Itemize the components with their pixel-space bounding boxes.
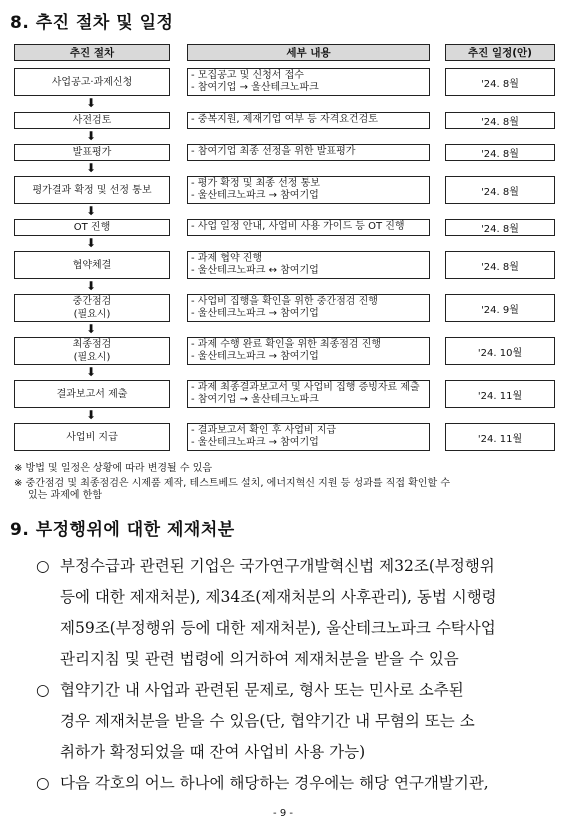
procedure-date-label: '24. 8월 xyxy=(481,186,519,198)
circle-bullet-icon: ○ xyxy=(36,557,50,575)
procedure-details xyxy=(187,423,430,451)
procedure-details xyxy=(187,176,430,204)
procedure-date xyxy=(445,219,555,236)
paragraph-line: 부정수급과 관련된 기업은 국가연구개발혁신법 제32조(부정행위 xyxy=(60,557,495,575)
procedure-details xyxy=(187,251,430,279)
procedure-step-label: 평가결과 확정 및 선정 통보 xyxy=(32,184,152,196)
procedure-date-label: '24. 8월 xyxy=(481,78,519,90)
header-procedure: 추진 절차 xyxy=(14,44,170,61)
procedure-detail-line: - 사업비 집행을 확인을 위한 중간점검 진행 xyxy=(191,295,378,307)
procedure-step-label: OT 진행 xyxy=(73,222,111,233)
circle-bullet-icon: ○ xyxy=(36,774,50,792)
down-arrow-icon: ⬇ xyxy=(86,279,97,293)
procedure-detail-line: - 과제 최종결과보고서 및 사업비 집행 증빙자료 제출 xyxy=(191,381,420,393)
note-line: ※ 중간점검 및 최종점검은 시제품 제작, 테스트베드 설치, 에너지혁신 지원 등 성과를 직접 확인할 수 xyxy=(14,478,450,489)
paragraph-line: 등에 대한 제재처분), 제34조(제재처분의 사후관리), 동법 시행령 xyxy=(60,588,497,606)
procedure-step xyxy=(14,68,170,96)
procedure-details xyxy=(187,380,430,408)
procedure-detail-line: - 울산테크노파크 → 참여기업 xyxy=(191,308,319,319)
section-8-title: 8. 추진 절차 및 일정 xyxy=(10,13,174,33)
procedure-step-label: 사전검토 xyxy=(72,115,112,126)
procedure-step xyxy=(14,294,170,322)
procedure-detail-line: - 울산테크노파크 → 참여기업 xyxy=(191,351,319,362)
procedure-step-label: 최종점검 xyxy=(72,339,112,350)
procedure-details xyxy=(187,294,430,322)
procedure-step-label: 협약체결 xyxy=(72,259,112,271)
circle-bullet-icon: ○ xyxy=(36,681,50,699)
down-arrow-icon: ⬇ xyxy=(86,236,97,250)
procedure-date xyxy=(445,144,555,161)
procedure-step-label: 중간점검 xyxy=(72,296,112,307)
procedure-step-label: 발표평가 xyxy=(72,147,112,158)
procedure-step xyxy=(14,337,170,365)
procedure-step-label: 사업비 지급 xyxy=(66,431,118,443)
procedure-detail-line: - 참여기업 → 울산테크노파크 xyxy=(191,394,319,405)
note-line: 있는 과제에 한함 xyxy=(28,490,102,501)
procedure-step-label: 결과보고서 제출 xyxy=(56,388,128,400)
procedure-date xyxy=(445,251,555,279)
down-arrow-icon: ⬇ xyxy=(86,365,97,379)
procedure-step-label: (필요시) xyxy=(73,352,111,363)
down-arrow-icon: ⬇ xyxy=(86,408,97,422)
procedure-detail-line: - 결과보고서 확인 후 사업비 지급 xyxy=(191,424,337,436)
procedure-date-label: '24. 8월 xyxy=(481,224,519,235)
procedure-date-label: '24. 11월 xyxy=(477,433,523,445)
note-line: ※ 방법 및 일정은 상황에 따라 변경될 수 있음 xyxy=(14,463,213,474)
procedure-details xyxy=(187,144,430,161)
procedure-details xyxy=(187,112,430,129)
procedure-date-label: '24. 10월 xyxy=(477,347,523,359)
procedure-date-label: '24. 11월 xyxy=(477,390,523,402)
down-arrow-icon: ⬇ xyxy=(86,322,97,336)
down-arrow-icon: ⬇ xyxy=(86,129,97,143)
procedure-date-label: '24. 8월 xyxy=(481,149,519,160)
down-arrow-icon: ⬇ xyxy=(86,96,97,110)
header-details: 세부 내용 xyxy=(187,44,430,61)
procedure-detail-line: - 참여기업 최종 선정을 위한 발표평가 xyxy=(191,146,356,158)
procedure-date xyxy=(445,337,555,365)
procedure-date-label: '24. 8월 xyxy=(481,117,519,128)
procedure-details xyxy=(187,68,430,96)
procedure-date-label: '24. 9월 xyxy=(481,304,519,316)
procedure-date xyxy=(445,176,555,204)
procedure-date xyxy=(445,112,555,129)
paragraph-line: 협약기간 내 사업과 관련된 문제로, 형사 또는 민사로 소추된 xyxy=(60,681,464,699)
procedure-details xyxy=(187,337,430,365)
procedure-date xyxy=(445,380,555,408)
procedure-details xyxy=(187,219,430,236)
procedure-step xyxy=(14,144,170,161)
down-arrow-icon: ⬇ xyxy=(86,204,97,218)
procedure-step xyxy=(14,112,170,129)
procedure-detail-line: - 울산테크노파크 → 참여기업 xyxy=(191,190,319,201)
procedure-step xyxy=(14,380,170,408)
down-arrow-icon: ⬇ xyxy=(86,161,97,175)
procedure-detail-line: - 울산테크노파크 ↔ 참여기업 xyxy=(191,265,319,276)
paragraph-line: 경우 제재처분을 받을 수 있음(단, 협약기간 내 무혐의 또는 소 xyxy=(60,712,475,730)
procedure-detail-line: - 과제 협약 진행 xyxy=(191,252,263,264)
procedure-detail-line: - 참여기업 → 울산테크노파크 xyxy=(191,82,319,93)
procedure-date xyxy=(445,423,555,451)
procedure-step-label: (필요시) xyxy=(73,309,111,320)
procedure-detail-line: - 중복지원, 제재기업 여부 등 자격요건검토 xyxy=(191,114,378,126)
procedure-date xyxy=(445,294,555,322)
procedure-detail-line: - 모집공고 및 신청서 접수 xyxy=(191,69,304,81)
section-9-title: 9. 부정행위에 대한 제재처분 xyxy=(10,520,235,540)
procedure-detail-line: - 사업 일정 안내, 사업비 사용 가이드 등 OT 진행 xyxy=(191,221,405,233)
procedure-date-label: '24. 8월 xyxy=(481,261,519,273)
procedure-date xyxy=(445,68,555,96)
procedure-step xyxy=(14,176,170,204)
procedure-detail-line: - 과제 수행 완료 확인을 위한 최종점검 진행 xyxy=(191,338,382,350)
header-schedule: 추진 일정(안) xyxy=(445,44,555,61)
paragraph-line: 다음 각호의 어느 하나에 해당하는 경우에는 해당 연구개발기관, xyxy=(60,774,489,792)
paragraph-line: 제59조(부정행위 등에 대한 제재처분), 울산테크노파크 수탁사업 xyxy=(60,619,496,637)
procedure-step xyxy=(14,219,170,236)
procedure-step xyxy=(14,251,170,279)
page-number: - 9 - xyxy=(273,808,293,819)
procedure-detail-line: - 울산테크노파크 → 참여기업 xyxy=(191,437,319,448)
paragraph-line: 취하가 확정되었을 때 잔여 사업비 사용 가능) xyxy=(60,743,366,761)
procedure-step-label: 사업공고·과제신청 xyxy=(51,76,133,88)
procedure-step xyxy=(14,423,170,451)
paragraph-line: 관리지침 및 관련 법령에 의거하여 제재처분을 받을 수 있음 xyxy=(60,650,459,668)
procedure-detail-line: - 평가 확정 및 최종 선정 통보 xyxy=(191,177,320,189)
